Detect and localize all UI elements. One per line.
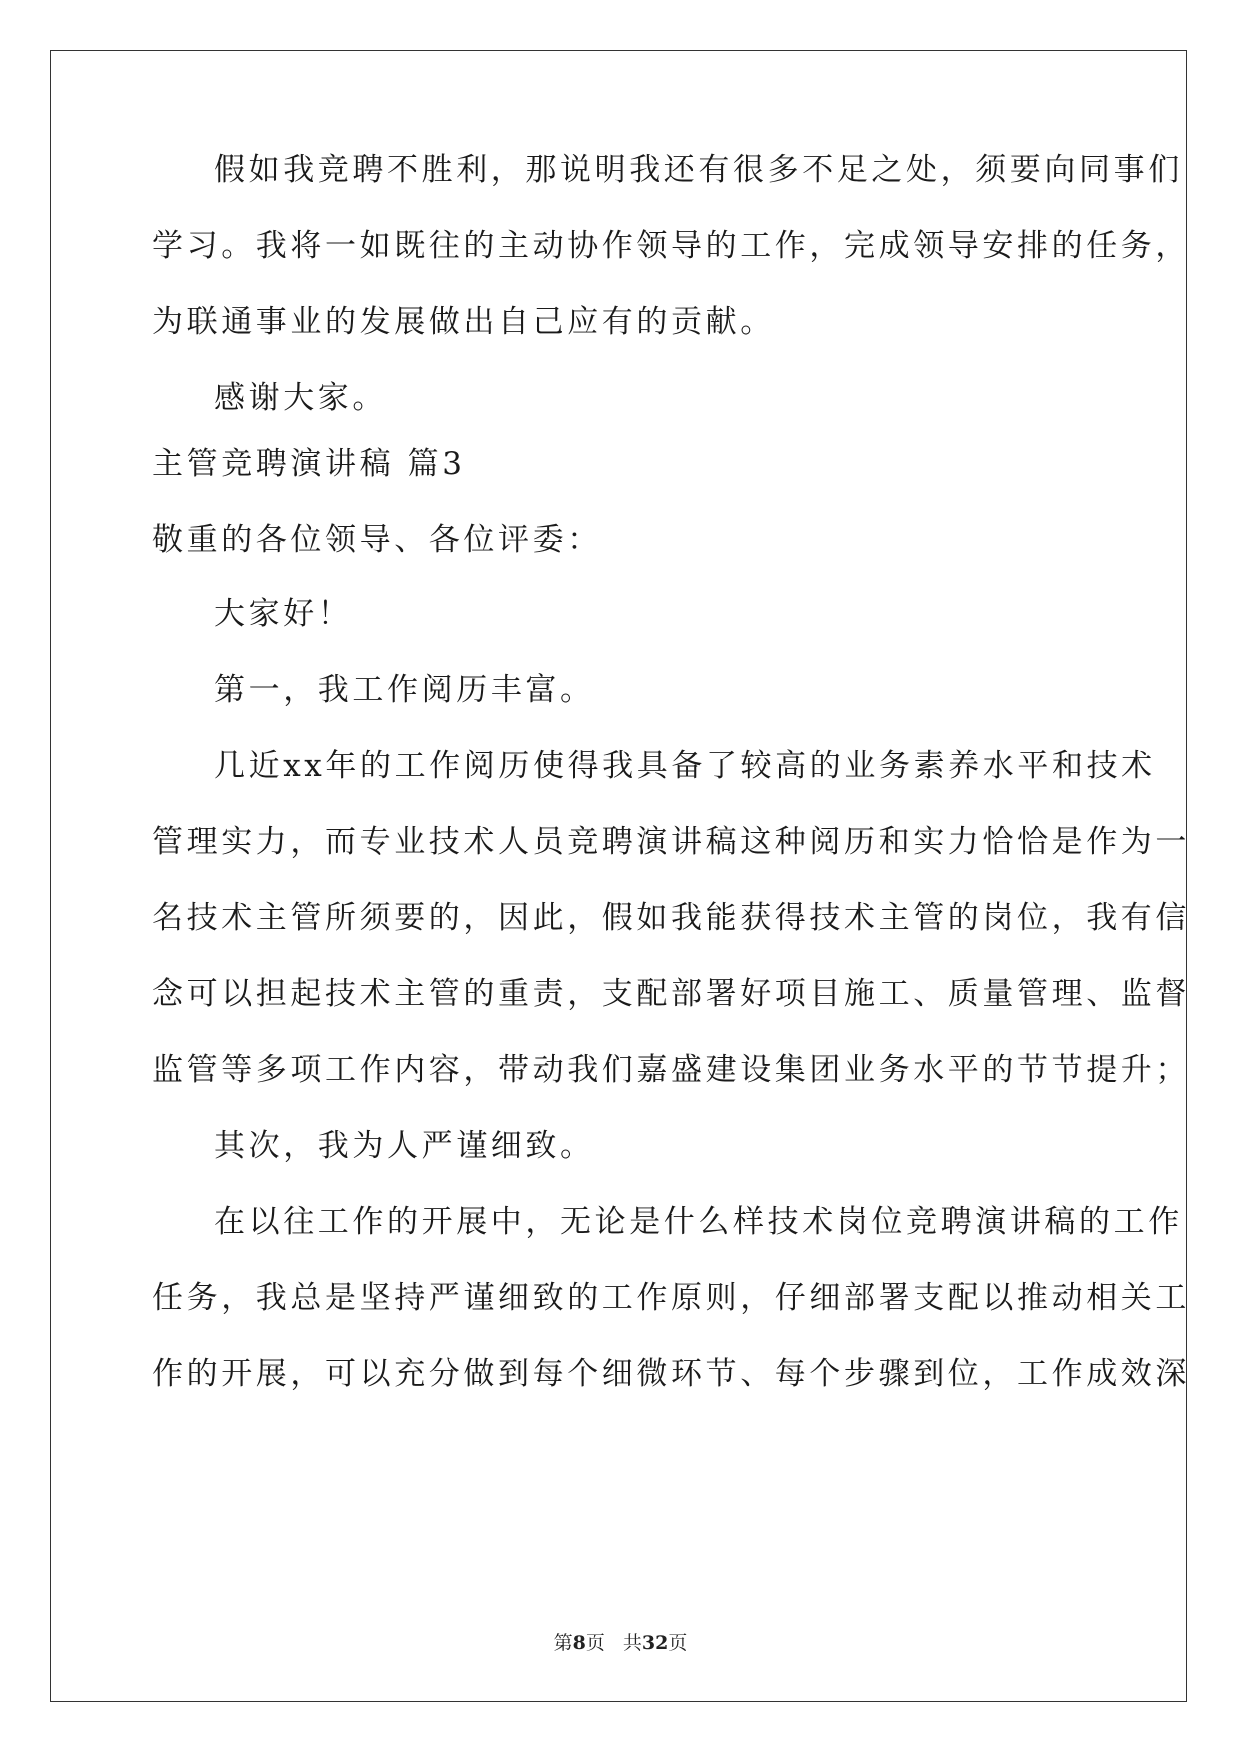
paragraph-line: 假如我竞聘不胜利，那说明我还有很多不足之处，须要向同事们 — [214, 152, 1183, 188]
page-label-suffix: 页 — [585, 1632, 605, 1654]
paragraph-line: 几近xx年的工作阅历使得我具备了较高的业务素养水平和技术 — [214, 748, 1156, 784]
paragraph-line: 为联通事业的发展做出自己应有的贡献。 — [152, 304, 775, 340]
paragraph-line: 其次，我为人严谨细致。 — [214, 1128, 595, 1164]
total-suffix: 页 — [668, 1632, 688, 1654]
page-label-prefix: 第 — [553, 1632, 573, 1654]
paragraph-line: 感谢大家。 — [214, 380, 387, 416]
paragraph-line: 任务，我总是坚持严谨细致的工作原则，仔细部署支配以推动相关工 — [152, 1280, 1190, 1316]
paragraph-line: 名技术主管所须要的，因此，假如我能获得技术主管的岗位，我有信 — [152, 900, 1190, 936]
paragraph-line: 在以往工作的开展中，无论是什么样技术岗位竞聘演讲稿的工作 — [214, 1204, 1183, 1240]
paragraph-line: 监管等多项工作内容，带动我们嘉盛建设集团业务水平的节节提升； — [152, 1052, 1190, 1088]
paragraph-line: 学习。我将一如既往的主动协作领导的工作，完成领导安排的任务， — [152, 228, 1190, 264]
page-border — [50, 50, 1187, 1702]
page-footer — [0, 1631, 1241, 1655]
section-heading: 主管竞聘演讲稿 篇3 — [152, 446, 466, 482]
total-pages: 32 — [641, 1632, 669, 1654]
paragraph-line: 念可以担起技术主管的重责，支配部署好项目施工、质量管理、监督 — [152, 976, 1190, 1012]
salutation: 敬重的各位领导、各位评委： — [152, 522, 602, 558]
greeting: 大家好！ — [214, 596, 353, 632]
total-prefix: 共 — [622, 1632, 642, 1654]
page-number: 8 — [572, 1632, 586, 1654]
paragraph-line: 管理实力，而专业技术人员竞聘演讲稿这种阅历和实力恰恰是作为一 — [152, 824, 1190, 860]
paragraph-line: 作的开展，可以充分做到每个细微环节、每个步骤到位，工作成效深 — [152, 1356, 1190, 1392]
paragraph-line: 第一，我工作阅历丰富。 — [214, 672, 595, 708]
